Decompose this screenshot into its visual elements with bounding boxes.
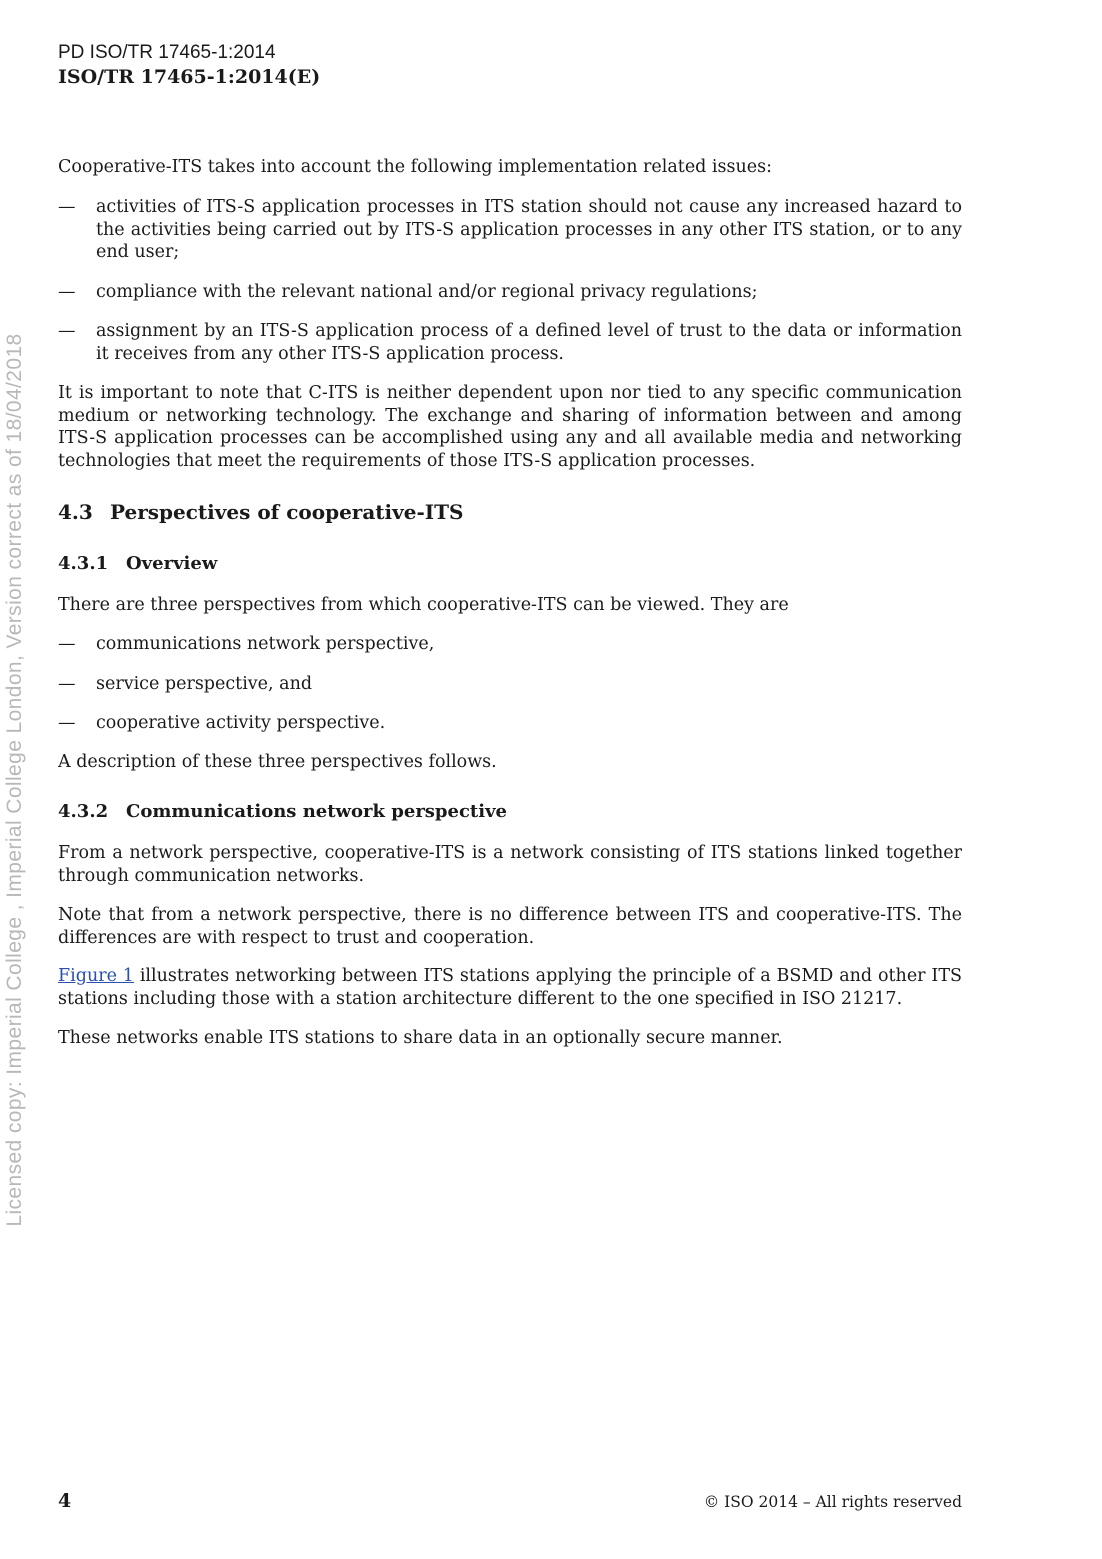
perspective-item: — service perspective, and xyxy=(58,674,313,694)
copyright-notice: © ISO 2014 – All rights reserved xyxy=(703,1493,962,1511)
independence-paragraph: It is important to note that C-ITS is neither dependent upon nor tied to any specific communication medium or networking technology. The exchange and sharing of information between and among ITS-S application processes can be accomplished using any and all available media and networking technologies that meet the requirements of those ITS-S application processes. xyxy=(58,383,962,471)
watermark-text: Licensed copy: Imperial College , Imperial College London, Version correct as of 18/04/2018 xyxy=(3,333,26,1227)
overview-outro: A description of these three perspectives follows. xyxy=(58,752,497,772)
dash-bullet: — xyxy=(58,197,76,217)
perspective-item: — cooperative activity perspective. xyxy=(58,713,386,733)
dash-bullet: — xyxy=(58,674,76,694)
license-watermark xyxy=(0,0,30,1559)
network-paragraph-2: Note that from a network perspective, there is no difference between ITS and cooperative-ITS. The differences are with respect to trust and cooperation. xyxy=(58,905,962,948)
issue-item: — assignment by an ITS-S application process of a defined level of trust to the data or information it receives from any other ITS-S application process. xyxy=(58,321,962,364)
intro-paragraph: Cooperative-ITS takes into account the following implementation related issues: xyxy=(58,157,772,177)
issue-item: — compliance with the relevant national and/or regional privacy regulations; xyxy=(58,282,758,302)
dash-bullet: — xyxy=(58,713,76,733)
header-document-id: PD ISO/TR 17465-1:2014 xyxy=(58,42,276,63)
overview-intro: There are three perspectives from which cooperative-ITS can be viewed. They are xyxy=(58,595,789,615)
network-paragraph-4: These networks enable ITS stations to share data in an optionally secure manner. xyxy=(58,1028,783,1048)
section-heading-4-3-1: 4.3.1 Overview xyxy=(58,553,218,574)
page-number: 4 xyxy=(58,1490,72,1512)
issue-item: — activities of ITS-S application processes in ITS station should not cause any increased hazard to the activities being carried out by ITS-S application processes in any other ITS station, or to any end user; xyxy=(58,197,962,262)
dash-bullet: — xyxy=(58,282,76,302)
network-paragraph-1: From a network perspective, cooperative-ITS is a network consisting of ITS stations linked together through communication networks. xyxy=(58,843,962,886)
section-heading-4-3-2: 4.3.2 Communications network perspective xyxy=(58,801,507,822)
header-standard-id: ISO/TR 17465-1:2014(E) xyxy=(58,66,321,88)
section-heading-4-3: 4.3 Perspectives of cooperative-ITS xyxy=(58,500,464,524)
figure-1-link[interactable]: Figure 1 xyxy=(58,966,134,986)
perspective-item: — communications network perspective, xyxy=(58,634,435,654)
dash-bullet: — xyxy=(58,321,76,341)
network-paragraph-3: Figure 1 illustrates networking between ITS stations applying the principle of a BSMD and other ITS stations including those with a station architecture different to the one specified in ISO 21217. xyxy=(58,966,962,1009)
dash-bullet: — xyxy=(58,634,76,654)
